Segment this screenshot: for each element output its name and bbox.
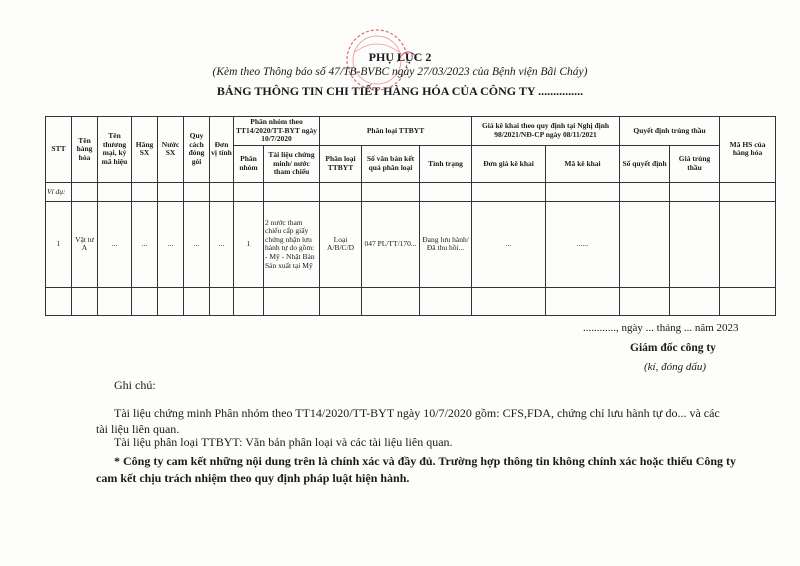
header-nuoc-sx: Nước SX [158,117,184,183]
header-so-quyet-dinh: Số quyết định [620,145,670,182]
header-gia-trung-thau: Giá trúng thầu [670,145,720,182]
header-tinh-trang: Tình trạng [420,145,472,182]
header-don-vi: Đơn vị tính [210,117,234,183]
header-ten-thuong-mai: Tên thương mại, ký mã hiệu [98,117,132,183]
note-line-2: Tài liệu phân loại TTBYT: Văn bản phân loại và các tài liệu liên quan. [114,435,453,449]
cell-phan-loai: Loại A/B/C/D [320,201,362,287]
note-line-1: Tài liệu chứng minh Phân nhóm theo TT14/2020/TT-BYT ngày 10/7/2020 gồm: CFS,FDA, chứng chỉ lưu hành tự do... và các [114,406,720,420]
cell-nuoc-sx: ... [158,201,184,287]
cell-quy-cach: ... [184,201,210,287]
cell-so-van-ban: 047 PL/TT/170... [362,201,420,287]
note-line-1-cont: tài liệu liên quan. [96,422,180,436]
header-ten-hang: Tên hàng hóa [72,117,98,183]
header-ma-hs: Mã HS của hàng hóa [720,117,776,183]
signature-dateline: ............, ngày ... tháng ... năm 2023 [583,322,739,334]
cell-don-gia: ... [472,201,546,287]
header-hang-sx: Hãng SX [132,117,158,183]
cell-tinh-trang: Đang lưu hành/ Đã thu hồi... [420,201,472,287]
notes-label: Ghi chú: [114,378,156,392]
table-row-empty [46,287,776,315]
header-phan-loai-group: Phân loại TTBYT [320,117,472,146]
cell-so-quyet-dinh [620,201,670,287]
cell-ma-ke-khai: ...... [546,201,620,287]
header-phan-nhom: Phân nhóm [234,145,264,182]
cell-gia-trung-thau [670,201,720,287]
cell-ten-hang: Vật tư A [72,201,98,287]
goods-detail-table [45,116,776,316]
commitment-line-cont: cam kết chịu trách nhiệm theo quy định pháp luật hiện hành. [96,471,410,485]
header-stt: STT [46,117,72,183]
cell-phan-nhom: 1 [234,201,264,287]
header-so-van-ban: Số văn bản kết quả phân loại [362,145,420,182]
example-label: Ví dụ: [46,182,72,201]
header-quy-cach: Quy cách đóng gói [184,117,210,183]
header-quyet-dinh-group: Quyết định trúng thầu [620,117,720,146]
header-don-gia: Đơn giá kê khai [472,145,546,182]
table-row [46,201,776,287]
header-tai-lieu: Tài liệu chứng minh/ nước tham chiếu [264,145,320,182]
cell-don-vi: ... [210,201,234,287]
cell-stt: 1 [46,201,72,287]
cell-ma-hs [720,201,776,287]
table-heading: BẢNG THÔNG TIN CHI TIẾT HÀNG HÓA CỦA CÔNG TY ............... [216,84,584,98]
signature-title: Giám đốc công ty [630,342,716,354]
header-phan-nhom-group: Phân nhóm theo TT14/2020/TT-BYT ngày 10/7/2020 [234,117,320,146]
header-phan-loai: Phân loại TTBYT [320,145,362,182]
appendix-subtitle: (Kèm theo Thông báo số 47/TB-BVBC ngày 27/03/2023 của Bệnh viện Bãi Cháy) [212,66,588,78]
signature-note: (kí, đóng dấu) [644,361,707,373]
commitment-line: * Công ty cam kết những nội dung trên là chính xác và đầy đủ. Trường hợp thông tin không chính xác hoặc thiếu Công ty [114,454,737,468]
appendix-title: PHỤ LỤC 2 [368,50,432,64]
cell-hang-sx: ... [132,201,158,287]
header-gia-ke-khai-group: Giá kê khai theo quy định tại Nghị định 98/2021/NĐ-CP ngày 08/11/2021 [472,117,620,146]
header-ma-ke-khai: Mã kê khai [546,145,620,182]
cell-tai-lieu: 2 nước tham chiếu cấp giấy chứng nhận lưu hành tự do gồm: - Mỹ - Nhật Bản Sản xuất tại Mỹ [264,201,320,287]
cell-ten-thuong-mai: ... [98,201,132,287]
table-row-example-label [46,182,776,201]
